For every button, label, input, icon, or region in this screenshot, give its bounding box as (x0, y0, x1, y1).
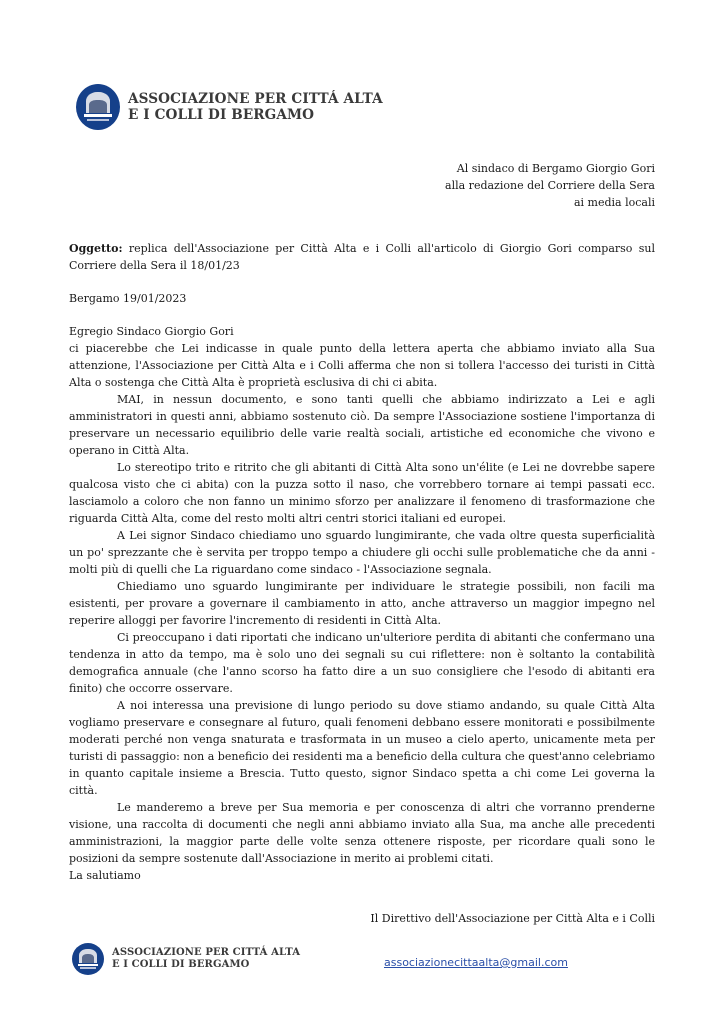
recipient-line: ai media locali (573, 196, 655, 209)
header-logo-line1: ASSOCIAZIONE PER CITTÁ ALTA (128, 91, 383, 107)
body-paragraph: A noi interessa una previsione di lungo periodo su dove stiamo andando, su quale Città Alta vogliamo preservare e consegnare al futuro, quali fenomeni debbano essere monitorati e possibilmente moderati perché non venga snaturata e trasformata in un museo a cielo aperto, unicamente meta per turisti di passaggio: non a beneficio dei residenti ma a beneficio della cultura che quest'anno celebriamo in quanto capitale insieme a Brescia. Tutto questo, signor Sindaco spetta a chi come Lei governa la città. (69, 699, 655, 797)
body-paragraph: MAI, in nessun documento, e sono tanti quelli che abbiamo indirizzato a Lei e agli amministratori in questi anni, abbiamo sostenuto ciò. Da sempre l'Associazione sostiene l'importanza di preservare un necessario equilibrio delle varie realtà sociali, artistiche ed economiche che vivono e operano in Città Alta. (69, 393, 655, 457)
footer-logo (72, 943, 300, 975)
header-logo-line2: E I COLLI DI BERGAMO (128, 107, 315, 123)
association-seal-icon (76, 84, 120, 130)
body-paragraph: Lo stereotipo trito e ritrito che gli abitanti di Città Alta sono un'élite (e Lei ne dovrebbe sapere qualcosa visto che ci abita) con la puzza sotto il naso, che vorrebbero tornare ai tempi passati ecc. lasciamolo a coloro che non fanno un minimo sforzo per analizzare il fenomeno di trasformazione che riguarda Città Alta, come del resto molti altri centri storici italiani ed europei. (69, 461, 655, 525)
body-paragraph: Ci preoccupano i dati riportati che indicano un'ulteriore perdita di abitanti che confermano una tendenza in atto da tempo, ma è solo uno dei segnali su cui riflettere: non è soltanto la contabilità demografica annuale (che l'anno scorso ha fatto dire a un suo consigliere che l'esodo di abitanti era finito) che occorre osservare. (69, 631, 655, 695)
footer-logo-line1: ASSOCIAZIONE PER CITTÁ ALTA (112, 947, 301, 958)
subject-label: Oggetto: (69, 242, 123, 255)
subject-text: replica dell'Associazione per Città Alta e i Colli all'articolo di Giorgio Gori comparso sul Corriere della Sera il 18/01/23 (69, 242, 655, 272)
letter-body (69, 323, 655, 884)
body-paragraph: Chiediamo uno sguardo lungimirante per individuare le strategie possibili, non facili ma esistenti, per provare a governare il cambiamento in atto, anche attraverso un maggior impegno nel reperire alloggi per favorire l'incremento di residenti in Città Alta. (69, 580, 655, 627)
recipients-block (445, 160, 655, 211)
body-paragraph: ci piacerebbe che Lei indicasse in quale punto della lettera aperta che abbiamo inviato alla Sua attenzione, l'Associazione per Città Alta e i Colli afferma che non si tollera l'accesso dei turisti in Città Alta o sostenga che Città Alta è proprietà esclusiva di chi ci abita. (69, 342, 655, 389)
recipient-line: Al sindaco di Bergamo Giorgio Gori (456, 162, 655, 175)
closing: La salutiamo (69, 869, 141, 882)
body-paragraph: A Lei signor Sindaco chiediamo uno sguardo lungimirante, che vada oltre questa superficialità un po' sprezzante che è servita per troppo tempo a chiudere gli occhi sulle problematiche che da anni - molti più di quelli che La riguardano come sindaco - l'Associazione segnala. (69, 529, 655, 576)
subject-line (69, 240, 655, 274)
recipient-line: alla redazione del Corriere della Sera (445, 179, 655, 192)
header-logo (76, 84, 383, 130)
association-seal-icon (72, 943, 104, 975)
footer-logo-text (112, 947, 300, 971)
letter-date: Bergamo 19/01/2023 (69, 292, 187, 305)
body-paragraph: Le manderemo a breve per Sua memoria e per conoscenza di altri che vorranno prenderne visione, una raccolta di documenti che negli anni abbiamo inviato alla Sua, ma anche alle precedenti amministrazioni, la maggior parte delle volte senza ottenere risposte, per ricordare quali sono le posizioni da sempre sostenute dall'Associazione in merito ai problemi citati. (69, 801, 655, 865)
email-link[interactable]: associazionecittaalta@gmail.com (384, 956, 568, 969)
header-logo-text (128, 91, 383, 123)
footer-logo-line2: E I COLLI DI BERGAMO (112, 959, 250, 970)
salutation: Egregio Sindaco Giorgio Gori (69, 325, 234, 338)
signature: Il Direttivo dell'Associazione per Città Alta e i Colli (370, 912, 655, 925)
